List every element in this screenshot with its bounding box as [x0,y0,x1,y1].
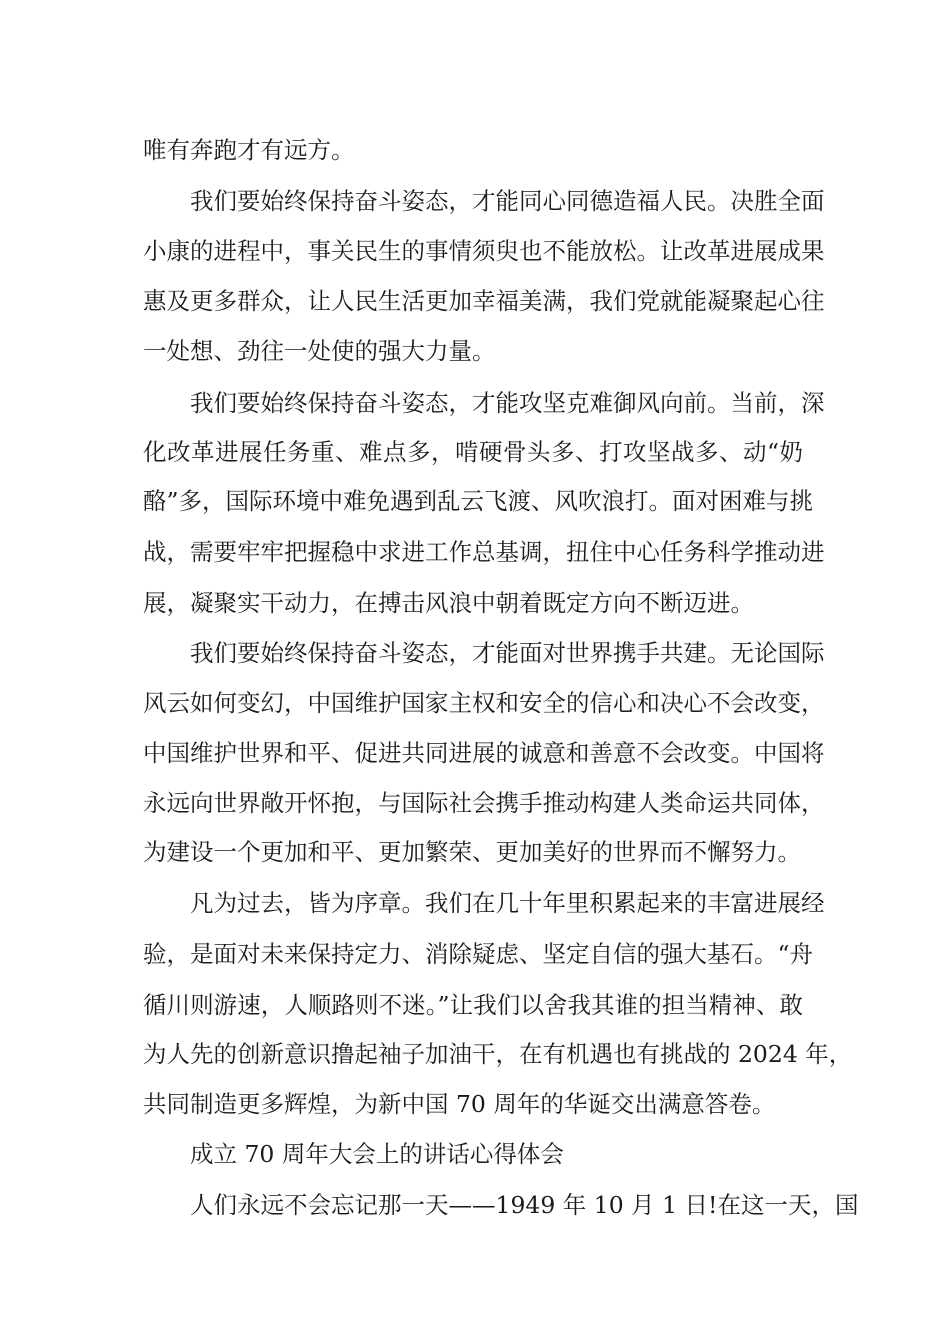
text-line: 循川则游速，人顺路则不迷。”让我们以舍我其谁的担当精神、敢 [143,991,803,1019]
text-line: 我们要始终保持奋斗姿态，才能面对世界携手共建。无论国际 [190,639,825,667]
text-line: 惠及更多群众，让人民生活更加幸福美满，我们党就能凝聚起心往 [143,287,825,315]
text-line: 为建设一个更加和平、更加繁荣、更加美好的世界而不懈努力。 [143,838,801,866]
text-line: 酪”多，国际环境中难免遇到乱云飞渡、风吹浪打。面对困难与挑 [143,487,814,515]
text-line: 一处想、劲往一处使的强大力量。 [143,337,496,365]
text-line: 唯有奔跑才有远方。 [143,136,355,164]
text-line: 凡为过去，皆为序章。我们在几十年里积累起来的丰富进展经 [190,889,825,917]
text-line: 中国维护世界和平、促进共同进展的诚意和善意不会改变。中国将 [143,739,825,767]
text-line: 小康的进程中，事关民生的事情须臾也不能放松。让改革进展成果 [143,237,825,265]
text-line: 为人先的创新意识撸起袖子加油干，在有机遇也有挑战的 2024 年， [143,1040,853,1068]
text-line: 化改革进展任务重、难点多，啃硬骨头多、打攻坚战多、动“奶 [143,438,803,466]
text-line: 人们永远不会忘记那一天——1949 年 10 月 1 日!在这一天，国 [190,1191,859,1219]
text-line: 展，凝聚实干动力，在搏击风浪中朝着既定方向不断迈进。 [143,589,754,617]
text-line: 我们要始终保持奋斗姿态，才能同心同德造福人民。决胜全面 [190,187,825,215]
text-line: 风云如何变幻，中国维护国家主权和安全的信心和决心不会改变， [143,689,825,717]
section-heading: 成立 70 周年大会上的讲话心得体会 [190,1140,564,1168]
text-line: 战，需要牢牢把握稳中求进工作总基调，扭住中心任务科学推动进 [143,538,825,566]
text-line: 验，是面对未来保持定力、消除疑虑、坚定自信的强大基石。“舟 [143,940,814,968]
text-line: 永远向世界敞开怀抱，与国际社会携手推动构建人类命运共同体， [143,789,825,817]
text-line: 我们要始终保持奋斗姿态，才能攻坚克难御风向前。当前，深 [190,389,825,417]
text-line: 共同制造更多辉煌，为新中国 70 周年的华诞交出满意答卷。 [143,1090,776,1118]
